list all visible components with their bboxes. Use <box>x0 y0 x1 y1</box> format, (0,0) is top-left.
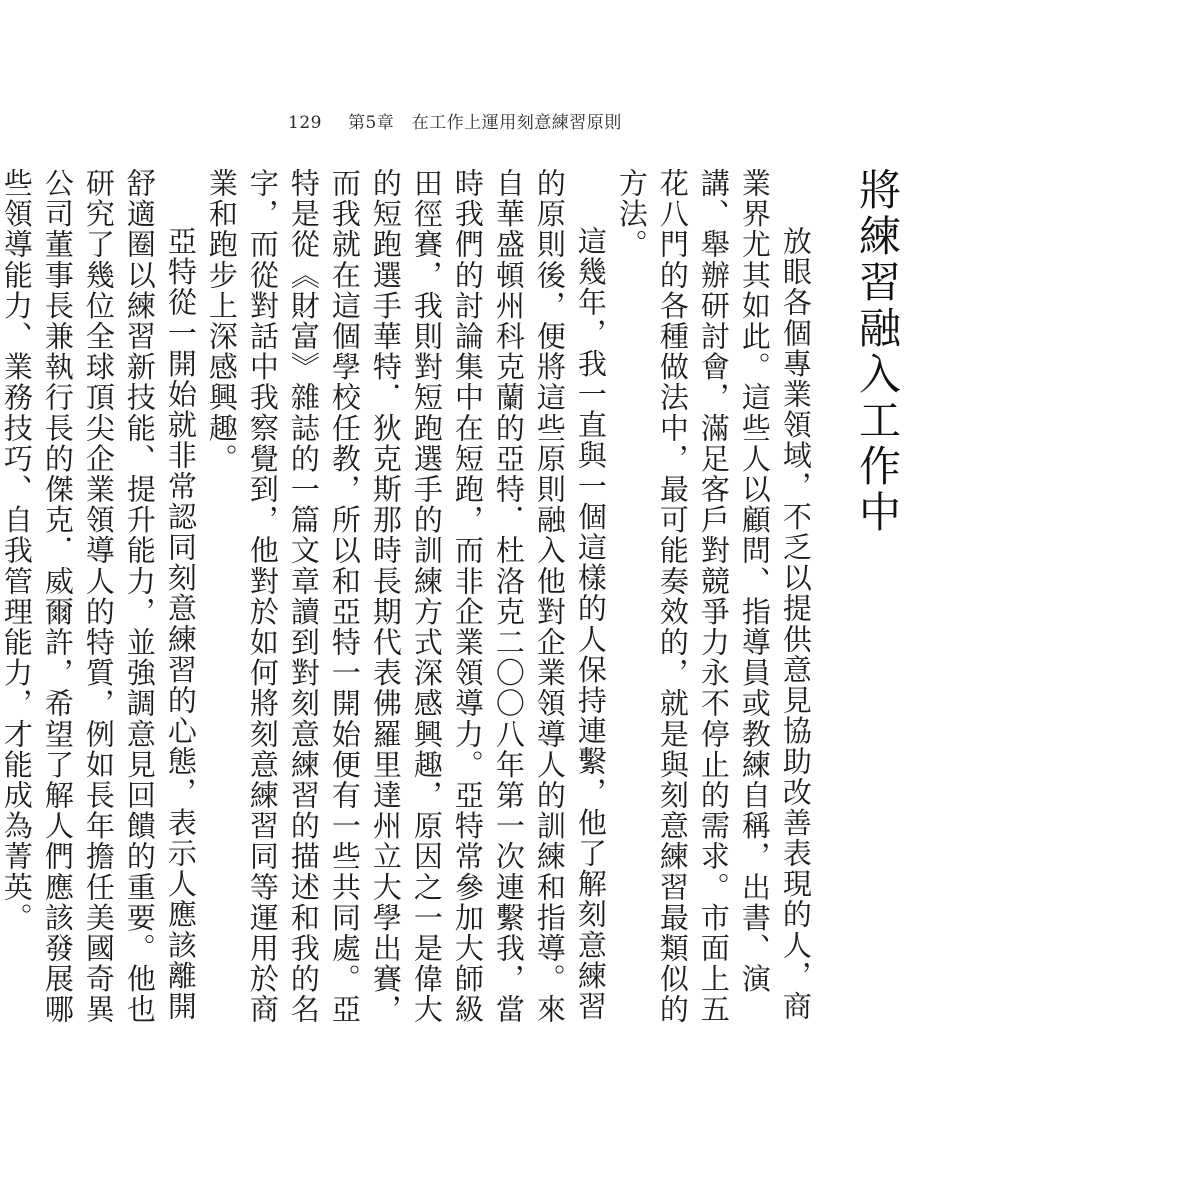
body-text <box>0 168 902 1048</box>
paragraph-1: 放眼各個專業領域，不乏以提供意見協助改善表現的人，商業界尤其如此。這些人以顧問、指導員或教練自稱，出書、演講、舉辦研討會，滿足客戶對競爭力永不停止的需求。市面上五花八門的各種做法中，最可能奏效的，就是與刻意練習最類似的方法。 <box>614 168 813 1025</box>
running-head <box>288 108 622 133</box>
section-title: 將練習融入工作中 <box>853 168 902 536</box>
page-number: 129 <box>288 113 322 133</box>
paragraph-2: 這幾年，我一直與一個這樣的人保持連繫，他了解刻意練習的原則後，便將這些原則融入他對企業領導人的訓練和指導。來自華盛頓州科克蘭的亞特．杜洛克二〇〇八年第一次連繫我，當時我們的討論集中在短跑，而非企業領導力。亞特常參加大師級田徑賽，我則對短跑選手的訓練方式深感興趣，原因之一是偉大的短跑選手華特．狄克斯那時長期代表佛羅里達州立大學出賽，而我就在這個學校任教，所以和亞特一開始便有一些共同處。亞特是從《財富》雜誌的一篇文章讀到對刻意練習的描述和我的名字，而從對話中我察覺到，他對於如何將刻意練習同等運用於商業和跑步上深感興趣。 <box>204 168 608 1025</box>
paragraph-3: 亞特從一開始就非常認同刻意練習的心態，表示人應該離開舒適圈以練習新技能、提升能力，並強調意見回饋的重要。他也研究了幾位全球頂尖企業領導人的特質，例如長年擔任美國奇異公司董事長兼執行長的傑克．威爾許，希望了解人們應該發展哪些領導能力、業務技巧、自我管理能力，才能成為菁英。 <box>0 168 198 1025</box>
chapter-title-header: 第5章 在工作上運用刻意練習原則 <box>347 113 622 133</box>
